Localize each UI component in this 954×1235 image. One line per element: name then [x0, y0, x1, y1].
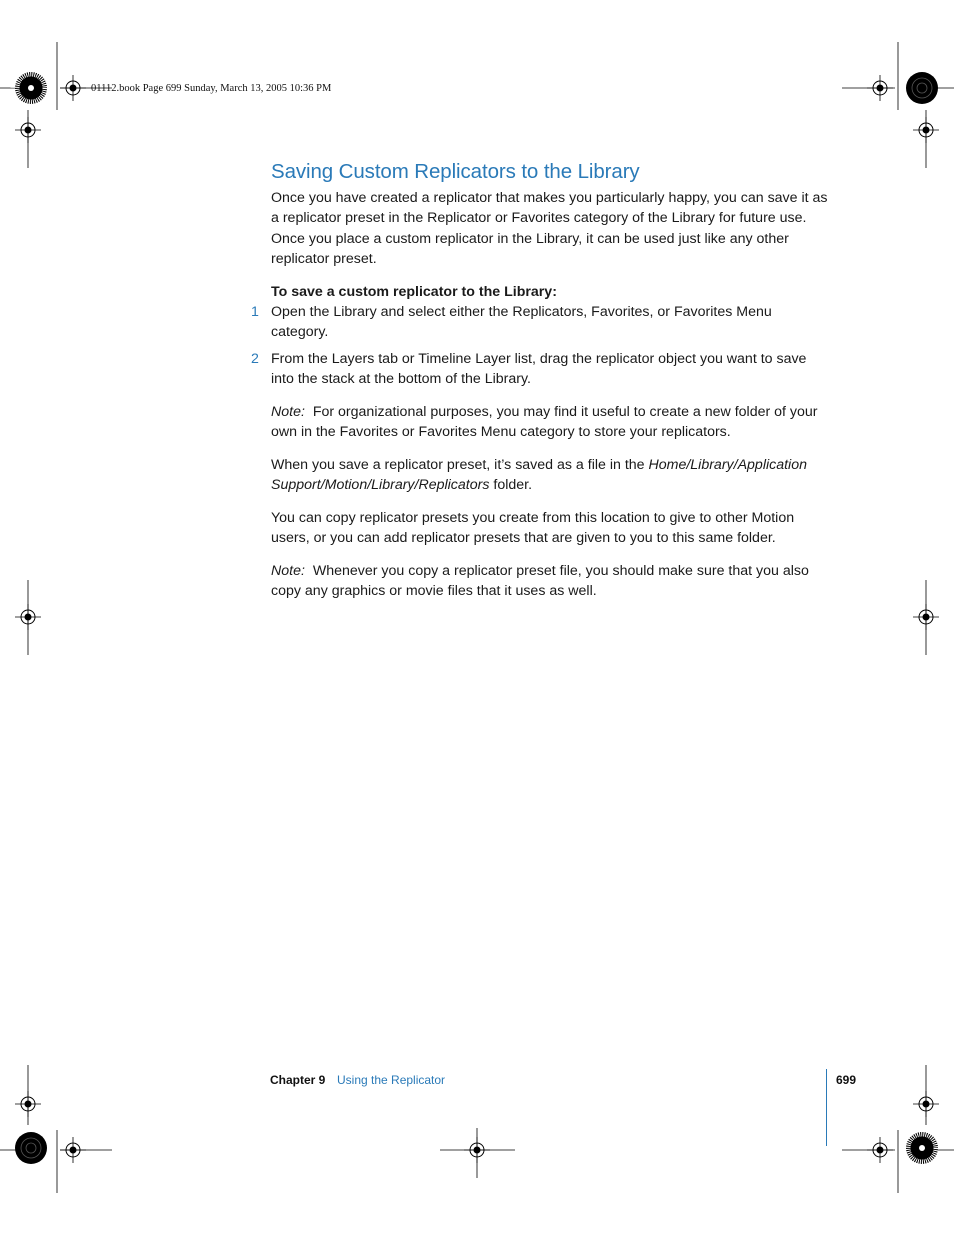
note-label: Note:: [271, 404, 305, 420]
print-slug: 01112.book Page 699 Sunday, March 13, 2005 10:36 PM: [91, 83, 332, 94]
step-item: [251, 302, 831, 343]
folder-path: Home/Library/Application Support/Motion/Library/Replicators: [271, 457, 807, 494]
step-item: [251, 349, 831, 390]
step-number: 2: [251, 351, 259, 367]
note-paragraph: [271, 402, 831, 443]
note-text: Whenever you copy a replicator preset file, you should make sure that you also copy any graphics or movie files that it uses as well.: [271, 563, 809, 600]
step-number: 1: [251, 304, 259, 320]
path-text-before: When you save a replicator preset, it’s saved as a file in the: [271, 457, 649, 473]
step-text: From the Layers tab or Timeline Layer list, drag the replicator object you want to save into the stack at the bottom of the Library.: [271, 351, 807, 388]
footer-chapter: Chapter 9: [270, 1073, 326, 1087]
page-number: 699: [836, 1073, 857, 1087]
footer-divider: [826, 1069, 827, 1146]
intro-paragraph: Once you have created a replicator that makes you particularly happy, you can save it as a replicator preset in the Replicator or Favorites category of the Library for future use. Once you place a custom replicator in the Library, it can be used just like any other replicator preset.: [271, 190, 828, 268]
footer-chapter-title: Using the Replicator: [337, 1073, 446, 1087]
procedure-title: To save a custom replicator to the Library:: [271, 284, 557, 300]
copy-paragraph: You can copy replicator presets you create from this location to give to other Motion users, or you can add replicator presets that are given to you to this same folder.: [271, 510, 795, 547]
path-text-after: folder.: [489, 477, 533, 494]
step-text: Open the Library and select either the Replicators, Favorites, or Favorites Menu category.: [271, 304, 772, 341]
path-paragraph: [271, 455, 831, 496]
note-label: Note:: [271, 563, 305, 579]
note-text: For organizational purposes, you may find it useful to create a new folder of your own in the Favorites or Favorites Menu category to store your replicators.: [271, 404, 818, 441]
note-paragraph: [271, 561, 831, 602]
section-heading: Saving Custom Replicators to the Library: [271, 160, 640, 183]
